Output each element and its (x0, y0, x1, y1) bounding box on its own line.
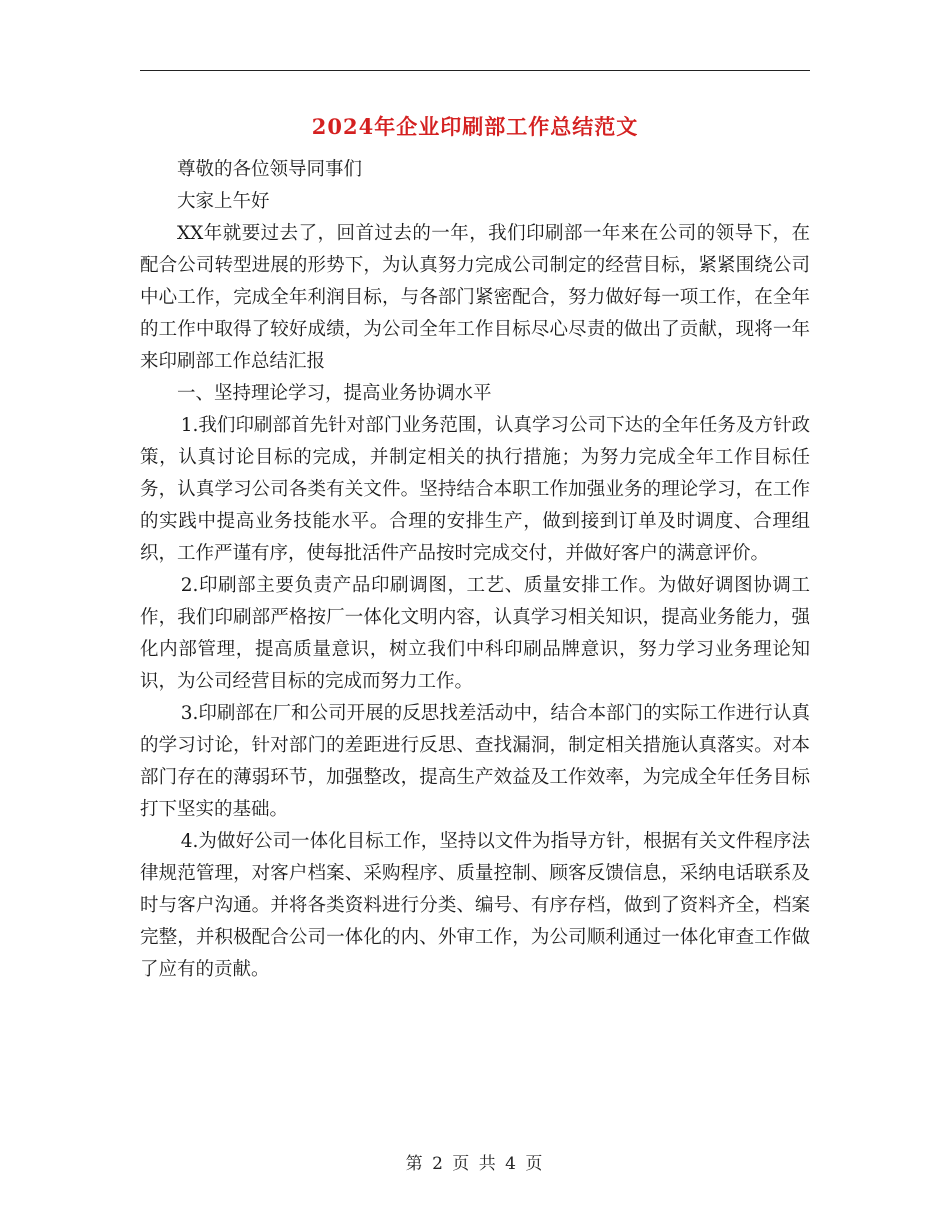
item-1-paragraph: 1.我们印刷部首先针对部门业务范围，认真学习公司下达的全年任务及方针政策，认真讨论目标的完成，并制定相关的执行措施；为努力完成全年工作目标任务，认真学习公司各类有关文件。坚持结合本职工作加强业务的理论学习，在工作的实践中提高业务技能水平。合理的安排生产，做到接到订单及时调度、合理组织，工作严谨有序，使每批活件产品按时完成交付，并做好客户的满意评价。 (140, 415, 810, 564)
section-1-heading: 一、坚持理论学习，提高业务协调水平 (177, 383, 492, 404)
intro-paragraph: XX年就要过去了，回首过去的一年，我们印刷部一年来在公司的领导下，在配合公司转型进展的形势下，为认真努力完成公司制定的经营目标，紧紧围绕公司中心工作，完成全年利润目标，与各部门紧密配合，努力做好每一项工作，在全年的工作中取得了较好成绩，为公司全年工作目标尽心尽责的做出了贡献，现将一年来印刷部工作总结汇报 (140, 223, 810, 372)
document-title: 2024年企业印刷部工作总结范文 (311, 114, 639, 139)
salutation-line-1: 尊敬的各位领导同事们 (177, 159, 363, 180)
page-number: 第 2 页 共 4 页 (405, 1154, 545, 1174)
item-4-paragraph: 4.为做好公司一体化目标工作，坚持以文件为指导方针，根据有关文件程序法律规范管理，对客户档案、采购程序、质量控制、顾客反馈信息，采纳电话联系及时与客户沟通。并将各类资料进行分类、编号、有序存档，做到了资料齐全，档案完整，并积极配合公司一体化的内、外审工作，为公司顺利通过一体化审查工作做了应有的贡献。 (140, 831, 810, 980)
document-body (140, 154, 810, 986)
item-2-paragraph: 2.印刷部主要负责产品印刷调图，工艺、质量安排工作。为做好调图协调工作，我们印刷部严格按厂一体化文明内容，认真学习相关知识，提高业务能力，强化内部管理，提高质量意识，树立我们中科印刷品牌意识，努力学习业务理论知识，为公司经营目标的完成而努力工作。 (140, 575, 810, 692)
item-3-paragraph: 3.印刷部在厂和公司开展的反思找差活动中，结合本部门的实际工作进行认真的学习讨论，针对部门的差距进行反思、查找漏洞，制定相关措施认真落实。对本部门存在的薄弱环节，加强整改，提高生产效益及工作效率，为完成全年任务目标打下坚实的基础。 (140, 703, 810, 820)
salutation-line-2: 大家上午好 (177, 191, 270, 212)
header-rule (140, 70, 810, 71)
